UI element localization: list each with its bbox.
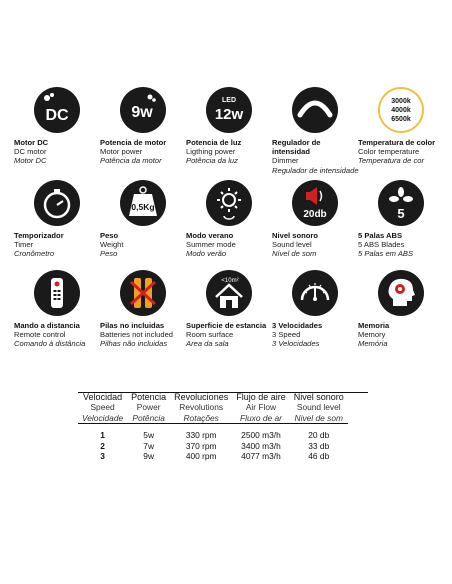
feature-subtitle-pt: 3 Velocidades	[272, 339, 320, 349]
feature-subtitle-pt: Area da sala	[186, 339, 229, 349]
feature-title: Superficie de estancia	[186, 321, 267, 330]
feature-subtitle-pt: Comando à distância	[14, 339, 86, 349]
table-row	[78, 430, 348, 441]
cell-air-flow: 3400 m3/h	[241, 440, 281, 451]
stopwatch-icon	[34, 180, 80, 226]
feature-title: Pilas no incluidas	[100, 321, 165, 330]
feature-light-power	[186, 87, 274, 166]
feature-subtitle-en: Remote control	[14, 330, 66, 340]
cell-revolutions: 370 rpm	[185, 440, 217, 451]
feature-summer-mode	[186, 180, 274, 259]
dimmer-icon	[292, 87, 338, 133]
speaker-icon	[292, 180, 338, 226]
feature-subtitle-pt: Motor DC	[14, 156, 47, 166]
cell-air-flow: 2500 m3/h	[241, 430, 281, 441]
feature-timer	[14, 180, 102, 259]
feature-subtitle-en: Sound level	[272, 240, 312, 250]
feature-motor-power	[100, 87, 188, 166]
feature-title: Mando a distancia	[14, 321, 80, 330]
svg-text:LED: LED	[222, 97, 236, 104]
speedometer-icon	[292, 270, 338, 316]
feature-subtitle-pt: Memória	[358, 339, 388, 349]
spec-table	[78, 392, 348, 462]
cell-speed: 1	[100, 430, 105, 441]
cell-power: 9w	[143, 451, 155, 462]
feature-subtitle-en: DC motor	[14, 147, 47, 157]
remote-control-icon	[34, 270, 80, 316]
feature-subtitle-pt: 5 Palas em ABS	[358, 249, 414, 259]
feature-subtitle-pt: Nível de som	[272, 249, 317, 259]
feature-subtitle-pt: Pilhas não incluidas	[100, 339, 168, 349]
feature-color-temperature	[358, 87, 446, 166]
feature-motor-dc	[14, 87, 102, 166]
svg-text:3000k: 3000k	[391, 98, 411, 105]
feature-sound-level	[272, 180, 360, 259]
cell-sound-level: 46 db	[308, 451, 330, 462]
feature-title: Nivel sonoro	[272, 231, 318, 240]
feature-remote	[14, 270, 102, 349]
feature-title: Potencia de motor	[100, 138, 167, 147]
feature-blades	[358, 180, 446, 259]
color-temperature-icon	[378, 87, 424, 133]
led-power-icon	[206, 87, 252, 133]
feature-subtitle-pt: Regulador de intensidade	[272, 165, 359, 175]
header-speed: Velocidad Speed Velocidade	[82, 392, 124, 423]
feature-title: Peso	[100, 231, 119, 240]
feature-subtitle-en: Summer mode	[186, 240, 236, 250]
dc-motor-icon	[34, 87, 80, 133]
header-sound-level: Nivel sonoro Sound level Nivel de som	[293, 392, 344, 423]
cell-air-flow: 4077 m3/h	[241, 451, 281, 462]
table-header-row	[78, 392, 348, 424]
memory-head-icon	[378, 270, 424, 316]
feature-subtitle-en: 5 ABS Blades	[358, 240, 405, 250]
feature-batteries	[100, 270, 188, 349]
feature-subtitle-pt: Cronômetro	[14, 249, 55, 259]
table-row	[78, 441, 348, 452]
feature-title: 5 Palas ABS	[358, 231, 403, 240]
feature-subtitle-en: Weight	[100, 240, 124, 250]
cell-sound-level: 33 db	[308, 440, 330, 451]
weight-icon	[120, 180, 166, 226]
feature-room-surface	[186, 270, 274, 349]
feature-subtitle-en: Timer	[14, 240, 34, 250]
cell-revolutions: 330 rpm	[185, 430, 217, 441]
motor-power-icon	[120, 87, 166, 133]
house-icon	[206, 270, 252, 316]
cell-speed: 2	[100, 440, 105, 451]
feature-subtitle-en: Room surface	[186, 330, 234, 340]
feature-title: Regulador de intensidad	[272, 138, 321, 157]
svg-text:6500k: 6500k	[391, 116, 411, 123]
feature-speeds	[272, 270, 360, 349]
feature-subtitle-en: Ligthing power	[186, 147, 236, 157]
svg-text:DC: DC	[45, 107, 69, 124]
sun-icon	[206, 180, 252, 226]
svg-text:5: 5	[397, 206, 405, 221]
header-air-flow: Flujo de aire Air Flow Fluxo de ar	[236, 392, 286, 423]
feature-subtitle-pt: Modo verão	[186, 249, 227, 259]
svg-text:<10m²: <10m²	[221, 278, 239, 284]
header-revolutions: Revoluciones Revolutions Rotações	[174, 392, 229, 423]
cell-power: 7w	[143, 440, 155, 451]
feature-title: Temperatura de color	[358, 138, 436, 147]
svg-text:4000k: 4000k	[391, 107, 411, 114]
feature-subtitle-pt: Peso	[100, 249, 118, 259]
batteries-icon	[120, 270, 166, 316]
feature-title: 3 Velocidades	[272, 321, 323, 330]
feature-title: Motor DC	[14, 138, 49, 147]
cell-speed: 3	[100, 451, 105, 462]
svg-text:0,5Kg: 0,5Kg	[131, 202, 155, 212]
feature-title: Modo verano	[186, 231, 234, 240]
feature-subtitle-pt: Temperatura de cor	[358, 156, 424, 166]
feature-memory	[358, 270, 446, 349]
feature-subtitle-pt: Potência da motor	[100, 156, 162, 166]
feature-subtitle-en: 3 Speed	[272, 330, 301, 340]
cell-power: 5w	[143, 430, 155, 441]
feature-subtitle-en: Motor power	[100, 147, 143, 157]
svg-text:12w: 12w	[214, 106, 244, 123]
feature-subtitle-en: Dimmer	[272, 156, 299, 166]
feature-title: Potencia de luz	[186, 138, 242, 147]
feature-subtitle-en: Memory	[358, 330, 386, 340]
fan-blades-icon	[378, 180, 424, 226]
cell-revolutions: 400 rpm	[185, 451, 217, 462]
feature-subtitle-pt: Potência da luz	[186, 156, 238, 166]
feature-title: Temporizador	[14, 231, 64, 240]
feature-title: Memoria	[358, 321, 390, 330]
feature-subtitle-en: Batteries not included	[100, 330, 174, 340]
header-power: Potencia Power Potência	[131, 392, 167, 423]
svg-text:9w: 9w	[131, 104, 153, 121]
feature-weight	[100, 180, 188, 259]
feature-dimmer	[272, 87, 360, 175]
table-row	[78, 451, 348, 462]
svg-text:20db: 20db	[303, 209, 327, 220]
feature-subtitle-en: Color temperature	[358, 147, 420, 157]
cell-sound-level: 20 db	[308, 430, 330, 441]
